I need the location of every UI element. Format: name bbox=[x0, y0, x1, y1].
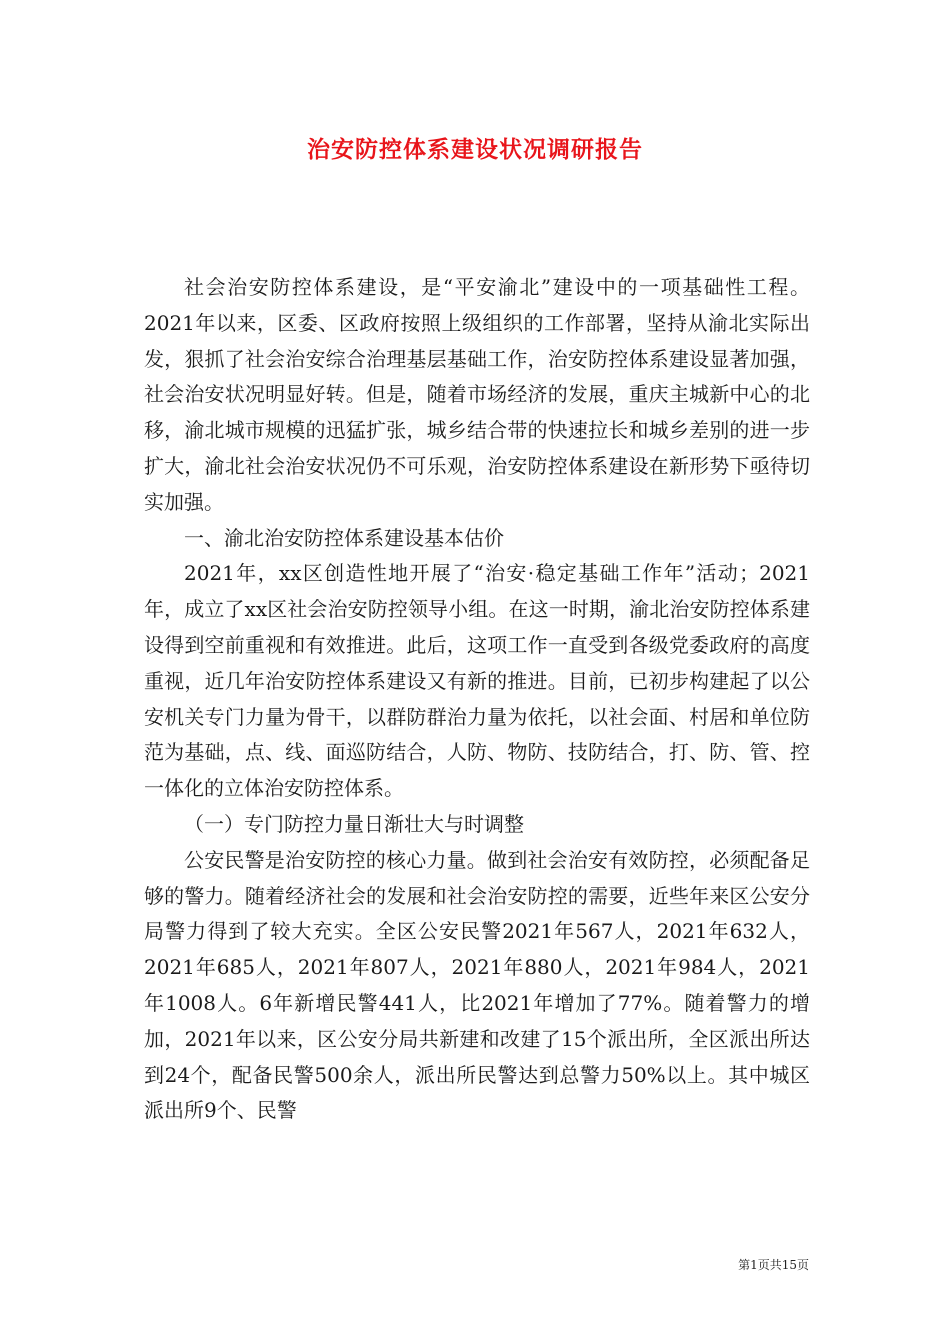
page-number-footer: 第1页共15页 bbox=[738, 1258, 809, 1272]
document-title: 治安防控体系建设状况调研报告 bbox=[307, 136, 643, 163]
paragraph-intro: 社会治安防控体系建设，是“平安渝北”建设中的一项基础性工程。2021年以来，区委、区政府按照上级组织的工作部署，坚持从渝北实际出发，狠抓了社会治安综合治理基层基础工作，治安防控体系建设显著加强，社会治安状况明显好转。但是，随着市场经济的发展，重庆主城新中心的北移，渝北城市规模的迅猛扩张，城乡结合带的快速拉长和城乡差别的进一步扩大，渝北社会治安状况仍不可乐观，治安防控体系建设在新形势下亟待切实加强。 bbox=[144, 275, 810, 514]
subsection-heading-1: （一）专门防控力量日渐壮大与时调整 bbox=[184, 811, 524, 836]
section-heading-1: 一、渝北治安防控体系建设基本估价 bbox=[184, 525, 504, 550]
paragraph-police-force: 公安民警是治安防控的核心力量。做到社会治安有效防控，必须配备足够的警力。随着经济社会的发展和社会治安防控的需要，近些年来区公安分局警力得到了较大充实。全区公安民警2021年567人，2021年632人，2021年685人，2021年807人，2021年880人，2021年984人，2021年1008人。6年新增民警441人，比2021年增加了77%。随着警力的增加，2021年以来，区公安分局共新建和改建了15个派出所，全区派出所达到24个，配备民警500余人，派出所民警达到总警力50%以上。其中城区派出所9个、民警 bbox=[144, 847, 810, 1123]
paragraph-assessment: 2021年，xx区创造性地开展了“治安·稳定基础工作年”活动；2021年，成立了xx区社会治安防控领导小组。在这一时期，渝北治安防控体系建设得到空前重视和有效推进。此后，这项工作一直受到各级党委政府的高度重视，近几年治安防控体系建设又有新的推进。目前，已初步构建起了以公安机关专门力量为骨干，以群防群治力量为依托，以社会面、村居和单位防范为基础，点、线、面巡防结合，人防、物防、技防结合，打、防、管、控一体化的立体治安防控体系。 bbox=[144, 561, 810, 801]
document-body bbox=[144, 270, 810, 1129]
